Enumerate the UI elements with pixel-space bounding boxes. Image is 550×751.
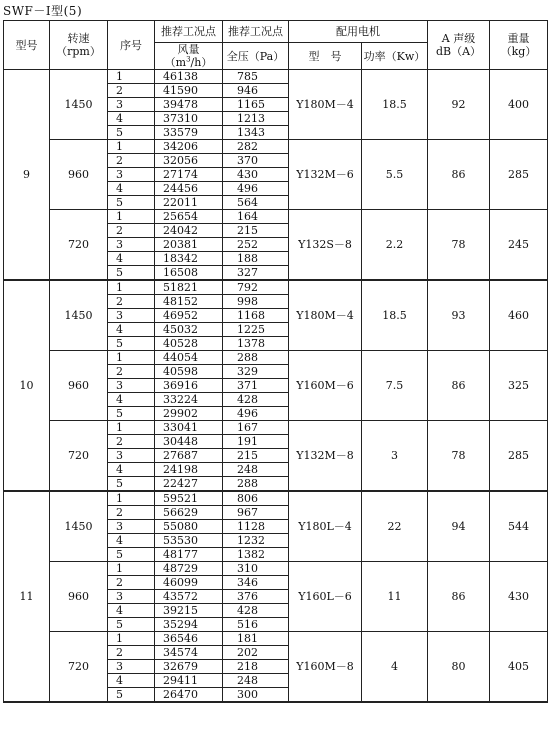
cell-flow: 27687 [155, 449, 223, 463]
cell-pressure: 1343 [223, 126, 289, 140]
cell-seq: 1 [108, 210, 155, 224]
header-seq: 序号 [108, 21, 155, 70]
cell-weight: 325 [490, 351, 548, 421]
cell-weight: 245 [490, 210, 548, 281]
cell-flow: 26470 [155, 688, 223, 703]
cell-speed: 960 [50, 351, 108, 421]
cell-pressure: 248 [223, 463, 289, 477]
table-row [4, 210, 548, 224]
cell-pressure: 496 [223, 407, 289, 421]
cell-pressure: 496 [223, 182, 289, 196]
cell-flow: 20381 [155, 238, 223, 252]
cell-pressure: 1168 [223, 309, 289, 323]
cell-pressure: 370 [223, 154, 289, 168]
cell-pressure: 310 [223, 562, 289, 576]
cell-flow: 37310 [155, 112, 223, 126]
cell-flow: 24198 [155, 463, 223, 477]
cell-pressure: 376 [223, 590, 289, 604]
header-flow-post: /h） [190, 56, 213, 69]
cell-noise: 94 [428, 491, 490, 562]
cell-flow: 43572 [155, 590, 223, 604]
cell-pressure: 181 [223, 632, 289, 646]
cell-seq: 3 [108, 309, 155, 323]
cell-seq: 1 [108, 70, 155, 84]
cell-pressure: 252 [223, 238, 289, 252]
cell-flow: 56629 [155, 506, 223, 520]
cell-pressure: 946 [223, 84, 289, 98]
cell-seq: 1 [108, 632, 155, 646]
cell-flow: 35294 [155, 618, 223, 632]
header-speed-label: 转速 [67, 32, 90, 45]
cell-model: 9 [4, 70, 50, 281]
cell-seq: 4 [108, 463, 155, 477]
cell-flow: 33579 [155, 126, 223, 140]
header-weight-label: 重量 [507, 32, 530, 45]
cell-pressure: 288 [223, 351, 289, 365]
cell-weight: 400 [490, 70, 548, 140]
cell-seq: 2 [108, 576, 155, 590]
cell-pressure: 428 [223, 604, 289, 618]
cell-pressure: 792 [223, 280, 289, 295]
cell-seq: 3 [108, 449, 155, 463]
cell-motor-model: Y180M－4 [289, 280, 362, 351]
cell-seq: 3 [108, 520, 155, 534]
cell-seq: 5 [108, 618, 155, 632]
cell-model: 11 [4, 491, 50, 702]
cell-flow: 39478 [155, 98, 223, 112]
cell-seq: 4 [108, 252, 155, 266]
table-row [4, 421, 548, 435]
header-weight-unit: （kg） [500, 45, 537, 58]
cell-pressure: 218 [223, 660, 289, 674]
cell-motor-power: 5.5 [362, 140, 428, 210]
header-speed [50, 21, 108, 70]
cell-seq: 5 [108, 407, 155, 421]
cell-flow: 32056 [155, 154, 223, 168]
cell-weight: 285 [490, 140, 548, 210]
cell-motor-model: Y132S－8 [289, 210, 362, 281]
header-rec-flow: 推荐工况点 [155, 21, 223, 43]
cell-flow: 46952 [155, 309, 223, 323]
cell-pressure: 164 [223, 210, 289, 224]
cell-noise: 86 [428, 351, 490, 421]
cell-flow: 34206 [155, 140, 223, 154]
cell-flow: 41590 [155, 84, 223, 98]
cell-flow: 45032 [155, 323, 223, 337]
cell-flow: 24042 [155, 224, 223, 238]
cell-pressure: 967 [223, 506, 289, 520]
header-noise-label: A 声级 [441, 32, 476, 45]
cell-weight: 285 [490, 421, 548, 492]
cell-seq: 3 [108, 98, 155, 112]
header-weight [490, 21, 548, 70]
cell-flow: 36916 [155, 379, 223, 393]
cell-pressure: 191 [223, 435, 289, 449]
cell-pressure: 215 [223, 449, 289, 463]
cell-flow: 34574 [155, 646, 223, 660]
cell-speed: 1450 [50, 491, 108, 562]
cell-pressure: 1225 [223, 323, 289, 337]
cell-flow: 25654 [155, 210, 223, 224]
cell-flow: 36546 [155, 632, 223, 646]
cell-pressure: 1382 [223, 548, 289, 562]
cell-seq: 1 [108, 562, 155, 576]
cell-seq: 2 [108, 154, 155, 168]
cell-seq: 2 [108, 506, 155, 520]
cell-seq: 4 [108, 182, 155, 196]
cell-motor-power: 3 [362, 421, 428, 492]
header-flow-pre: 风量（m [164, 43, 200, 69]
header-flow [155, 43, 223, 70]
cell-flow: 29411 [155, 674, 223, 688]
cell-pressure: 346 [223, 576, 289, 590]
cell-pressure: 785 [223, 70, 289, 84]
cell-pressure: 282 [223, 140, 289, 154]
cell-seq: 5 [108, 337, 155, 351]
cell-seq: 4 [108, 604, 155, 618]
cell-flow: 18342 [155, 252, 223, 266]
cell-noise: 80 [428, 632, 490, 703]
cell-flow: 40528 [155, 337, 223, 351]
cell-motor-model: Y160M－8 [289, 632, 362, 703]
cell-speed: 960 [50, 140, 108, 210]
cell-flow: 24456 [155, 182, 223, 196]
cell-pressure: 215 [223, 224, 289, 238]
cell-pressure: 188 [223, 252, 289, 266]
cell-speed: 1450 [50, 280, 108, 351]
cell-motor-power: 2.2 [362, 210, 428, 281]
table-header [4, 21, 548, 70]
cell-flow: 53530 [155, 534, 223, 548]
cell-seq: 5 [108, 196, 155, 210]
cell-seq: 2 [108, 295, 155, 309]
cell-pressure: 327 [223, 266, 289, 281]
cell-pressure: 1232 [223, 534, 289, 548]
table-row [4, 632, 548, 646]
cell-seq: 3 [108, 660, 155, 674]
cell-seq: 2 [108, 224, 155, 238]
cell-seq: 1 [108, 140, 155, 154]
cell-seq: 2 [108, 435, 155, 449]
cell-pressure: 516 [223, 618, 289, 632]
cell-pressure: 998 [223, 295, 289, 309]
cell-speed: 720 [50, 210, 108, 281]
cell-flow: 46099 [155, 576, 223, 590]
cell-flow: 32679 [155, 660, 223, 674]
table-row [4, 562, 548, 576]
cell-noise: 86 [428, 140, 490, 210]
cell-pressure: 248 [223, 674, 289, 688]
cell-pressure: 288 [223, 477, 289, 492]
cell-seq: 4 [108, 323, 155, 337]
cell-seq: 4 [108, 674, 155, 688]
cell-flow: 55080 [155, 520, 223, 534]
cell-motor-model: Y160L－6 [289, 562, 362, 632]
cell-flow: 51821 [155, 280, 223, 295]
cell-weight: 405 [490, 632, 548, 703]
cell-weight: 430 [490, 562, 548, 632]
cell-pressure: 1128 [223, 520, 289, 534]
cell-noise: 86 [428, 562, 490, 632]
cell-model: 10 [4, 280, 50, 491]
header-noise-unit: dB（A） [435, 45, 482, 58]
cell-speed: 960 [50, 562, 108, 632]
cell-motor-power: 22 [362, 491, 428, 562]
table-row [4, 491, 548, 506]
cell-pressure: 329 [223, 365, 289, 379]
cell-flow: 22011 [155, 196, 223, 210]
cell-pressure: 564 [223, 196, 289, 210]
cell-seq: 5 [108, 126, 155, 140]
cell-pressure: 1165 [223, 98, 289, 112]
cell-seq: 5 [108, 266, 155, 281]
cell-flow: 30448 [155, 435, 223, 449]
cell-seq: 5 [108, 548, 155, 562]
header-pressure: 全压（Pa） [223, 43, 289, 70]
cell-motor-power: 4 [362, 632, 428, 703]
fan-spec-table [3, 20, 548, 703]
cell-seq: 1 [108, 280, 155, 295]
cell-pressure: 1213 [223, 112, 289, 126]
cell-seq: 4 [108, 534, 155, 548]
cell-flow: 48152 [155, 295, 223, 309]
cell-flow: 33224 [155, 393, 223, 407]
table-row [4, 70, 548, 84]
cell-seq: 2 [108, 646, 155, 660]
cell-flow: 27174 [155, 168, 223, 182]
cell-flow: 40598 [155, 365, 223, 379]
cell-seq: 1 [108, 421, 155, 435]
cell-motor-model: Y160M－6 [289, 351, 362, 421]
cell-seq: 3 [108, 590, 155, 604]
cell-noise: 92 [428, 70, 490, 140]
cell-flow: 33041 [155, 421, 223, 435]
cell-noise: 93 [428, 280, 490, 351]
cell-flow: 16508 [155, 266, 223, 281]
cell-seq: 4 [108, 393, 155, 407]
cell-motor-power: 7.5 [362, 351, 428, 421]
cell-seq: 5 [108, 688, 155, 703]
cell-speed: 720 [50, 632, 108, 703]
header-speed-unit: （rpm） [56, 45, 101, 58]
cell-motor-power: 18.5 [362, 70, 428, 140]
cell-motor-model: Y180L－4 [289, 491, 362, 562]
cell-seq: 1 [108, 491, 155, 506]
cell-noise: 78 [428, 421, 490, 492]
header-rec-pressure: 推荐工况点 [223, 21, 289, 43]
cell-seq: 4 [108, 112, 155, 126]
cell-pressure: 806 [223, 491, 289, 506]
cell-flow: 22427 [155, 477, 223, 492]
cell-weight: 460 [490, 280, 548, 351]
header-motor: 配用电机 [289, 21, 428, 43]
cell-seq: 2 [108, 365, 155, 379]
cell-pressure: 300 [223, 688, 289, 703]
cell-speed: 1450 [50, 70, 108, 140]
cell-pressure: 428 [223, 393, 289, 407]
header-flow-sup: 3 [186, 55, 191, 64]
cell-motor-power: 11 [362, 562, 428, 632]
cell-flow: 29902 [155, 407, 223, 421]
cell-flow: 59521 [155, 491, 223, 506]
table-row [4, 140, 548, 154]
cell-motor-model: Y180M－4 [289, 70, 362, 140]
cell-motor-model: Y132M－6 [289, 140, 362, 210]
cell-motor-power: 18.5 [362, 280, 428, 351]
cell-pressure: 167 [223, 421, 289, 435]
cell-flow: 48177 [155, 548, 223, 562]
cell-flow: 48729 [155, 562, 223, 576]
header-noise [428, 21, 490, 70]
cell-flow: 39215 [155, 604, 223, 618]
header-motor-model: 型 号 [289, 43, 362, 70]
header-motor-power: 功率（Kw） [362, 43, 428, 70]
cell-pressure: 371 [223, 379, 289, 393]
table-row [4, 280, 548, 295]
cell-weight: 544 [490, 491, 548, 562]
cell-noise: 78 [428, 210, 490, 281]
cell-seq: 3 [108, 168, 155, 182]
cell-speed: 720 [50, 421, 108, 492]
cell-pressure: 1378 [223, 337, 289, 351]
cell-seq: 3 [108, 238, 155, 252]
table-row [4, 351, 548, 365]
cell-seq: 1 [108, 351, 155, 365]
cell-seq: 5 [108, 477, 155, 492]
cell-flow: 46138 [155, 70, 223, 84]
cell-motor-model: Y132M－8 [289, 421, 362, 492]
page-title: SWF－Ⅰ型(5) [3, 4, 83, 18]
cell-seq: 2 [108, 84, 155, 98]
cell-pressure: 430 [223, 168, 289, 182]
table-body [4, 70, 548, 703]
cell-flow: 44054 [155, 351, 223, 365]
cell-seq: 3 [108, 379, 155, 393]
cell-pressure: 202 [223, 646, 289, 660]
header-model: 型号 [4, 21, 50, 70]
